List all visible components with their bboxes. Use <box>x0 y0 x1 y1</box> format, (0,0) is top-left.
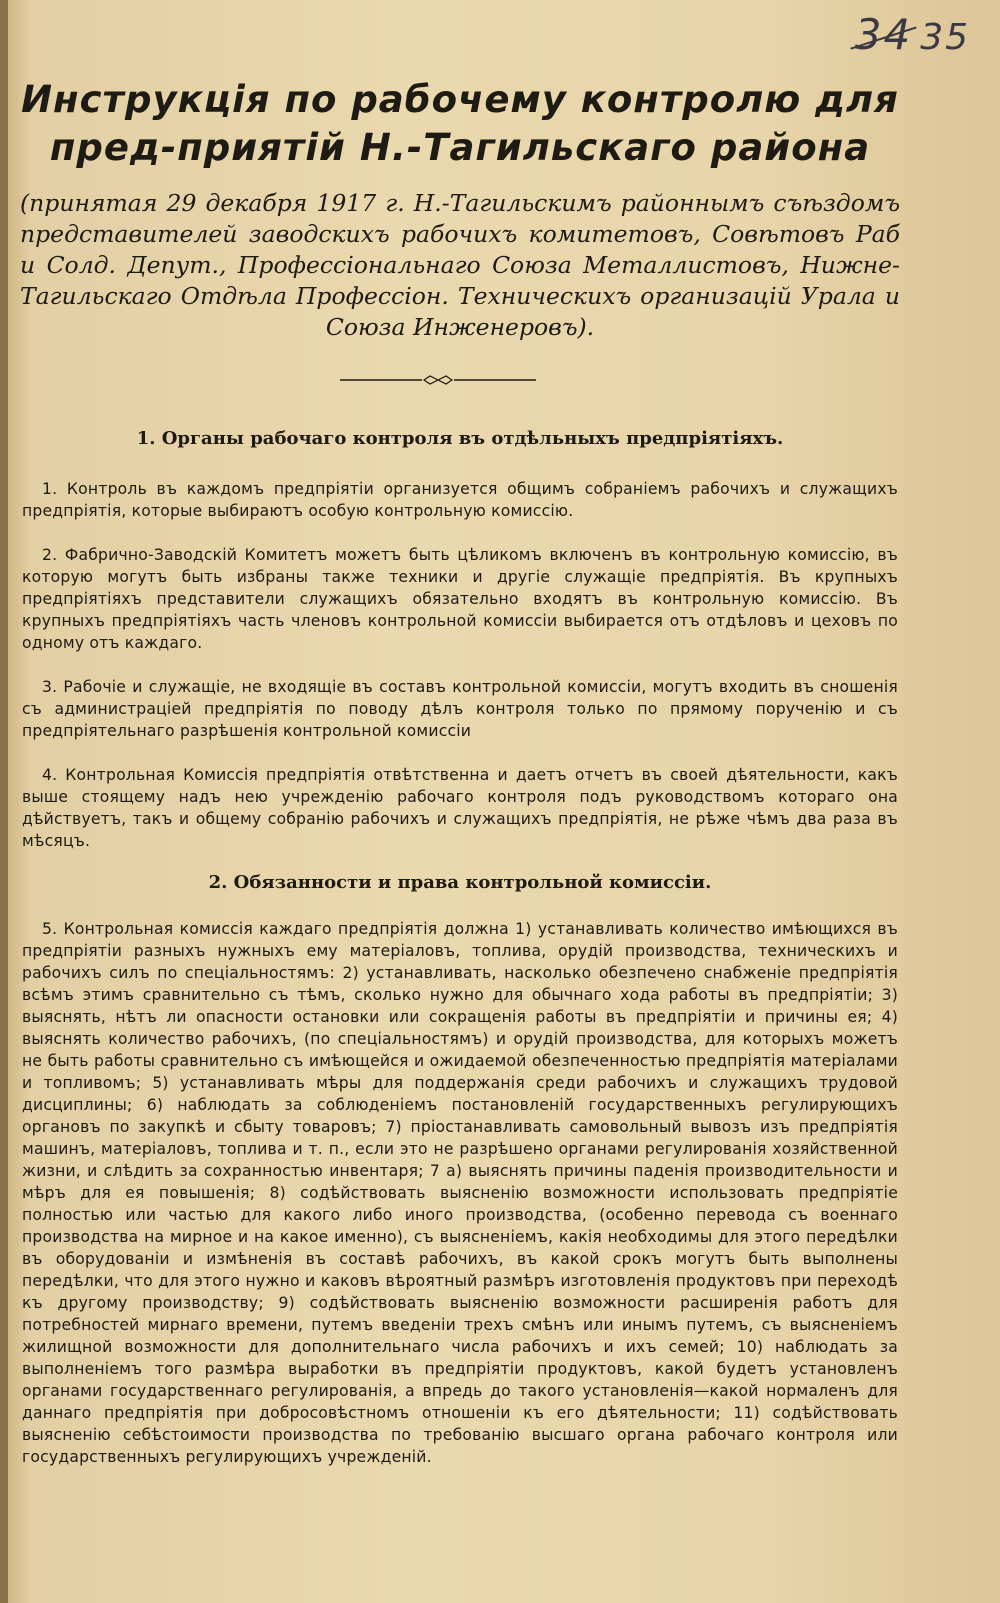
paragraph-3: 3. Рабочіе и служащіе, не входящіе въ составъ контрольной комиссіи, могутъ входить въ сношенія съ администраціей предпріятія по поводу дѣлъ контроля только по прямому порученію и съ предпріятельнаго разрѣшенія контрольной комиссіи <box>22 678 898 740</box>
document-subtitle: (принятая 29 декабря 1917 г. Н.-Тагильскимъ районнымъ съѣздомъ представителей заводскихъ рабочихъ комитетовъ, Совѣтовъ Раб и Солд. Депут., Профессіональнаго Союза Металлистовъ, Нижне-Тагильскаго Отдѣла Профессіон. Техническихъ организацій Урала и Союза Инженеровъ). <box>20 189 900 341</box>
paragraph-1: 1. Контроль въ каждомъ предпріятіи организуется общимъ собраніемъ рабочихъ и служащихъ предпріятія, которые выбираютъ особую контрольную комиссію. <box>22 480 898 520</box>
binding-edge <box>0 0 8 1603</box>
section-1-heading: 1. Органы рабочаго контроля въ отдѣльныхъ предпріятіяхъ. <box>136 428 784 449</box>
archive-page-number <box>855 10 970 59</box>
paragraph-5: 5. Контрольная комиссія каждаго предпріятія должна 1) устанавливать количество имѣющихся въ предпріятіи разныхъ нужныхъ ему матеріаловъ, топлива, орудій производства, техническихъ и рабочихъ силъ по спеціальностямъ: 2) устанавливать, насколько обезпечено снабженіе предпріятія всѣмъ этимъ сравнительно съ тѣмъ, сколько нужно для обычнаго хода работы въ предпріятіи; 3) выяснять, нѣтъ ли опасности остановки или сокращенія работы въ предпріятіи и причины ея; 4) выяснять количество рабочихъ, (по спеціальностямъ) и орудій производства, для которыхъ можетъ не быть работы сравнительно съ имѣющейся и ожидаемой обезпеченностью предпріятія матеріалами и топливомъ; 5) устанавливать мѣры для поддержанія среди рабочихъ и служащихъ трудовой дисциплины; 6) наблюдать за соблюденіемъ постановленій государственныхъ регулирующихъ органовъ по закупкѣ и сбыту товаровъ; 7) пріостанавливать самовольный вывозъ изъ предпріятія машинъ, матеріаловъ, топлива и т. п., если это не разрѣшено органами регулированія хозяйственной жизни, и слѣдить за сохранностью инвентаря; 7 а) выяснять причины паденія производительности и мѣръ для ея повышенія; 8) содѣйствовать выясненію возможности использовать предпріятіе полностью или частью для какого либо иного производства, (особенно перевода съ военнаго производства на мирное и на какое именно), съ выясненіемъ, какія необходимы для этого передѣлки въ оборудованіи и измѣненія въ составѣ рабочихъ, въ какой срокъ могутъ быть выполнены передѣлки, что для этого нужно и каковъ вѣроятный размѣръ изготовленія продуктовъ при переходѣ къ другому производству; 9) содѣйствовать выясненію возможности расширенія работъ для потребностей мирнаго времени, путемъ введеніи трехъ смѣнъ или инымъ путемъ, съ выясненіемъ жилищной возможности для дополнительнаго числа рабочихъ и ихъ семей; 10) наблюдать за выполненіемъ того размѣра выработки въ предпріятіи продуктовъ, какой будетъ установленъ органами государственнаго регулированія, а впредь до такого установленія—какой нормаленъ для даннаго предпріятія при добросовѣстномъ отношеніи къ его дѣятельности; 11) содѣйствовать выясненію себѣстоимости производства по требованію высшаго органа рабочаго контроля или государственныхъ регулирующихъ учрежденій. <box>22 920 898 1466</box>
section-2-heading: 2. Обязанности и права контрольной комиссіи. <box>208 872 712 893</box>
current-page-number: 35 <box>920 17 970 58</box>
paragraph-4: 4. Контрольная Комиссія предпріятія отвѣтственна и даетъ отчетъ въ своей дѣятельности, какъ выше стоящему надъ нею учрежденію рабочаго контроля подъ руководствомъ котораго она дѣйствуетъ, такъ и общему собранію рабочихъ и служащихъ предпріятія, не рѣже чѣмъ два раза въ мѣсяцъ. <box>22 766 898 850</box>
struck-page-number: 34 <box>854 10 913 59</box>
document-title: Инструкція по рабочему контролю для пред-приятій Н.-Тагильскаго района <box>21 78 899 169</box>
paragraph-2: 2. Фабрично-Заводскій Комитетъ можетъ быть цѣликомъ включенъ въ контрольную комиссію, въ которую могутъ быть избраны также техники и другіе служащіе предпріятія. Въ крупныхъ предпріятіяхъ представители служащихъ обязательно входятъ въ контрольную комиссію. Въ крупныхъ предпріятіяхъ часть членовъ контрольной комиссіи выбирается отъ отдѣловъ и цеховъ по одному отъ каждаго. <box>22 546 898 652</box>
ornament-divider <box>340 375 536 385</box>
